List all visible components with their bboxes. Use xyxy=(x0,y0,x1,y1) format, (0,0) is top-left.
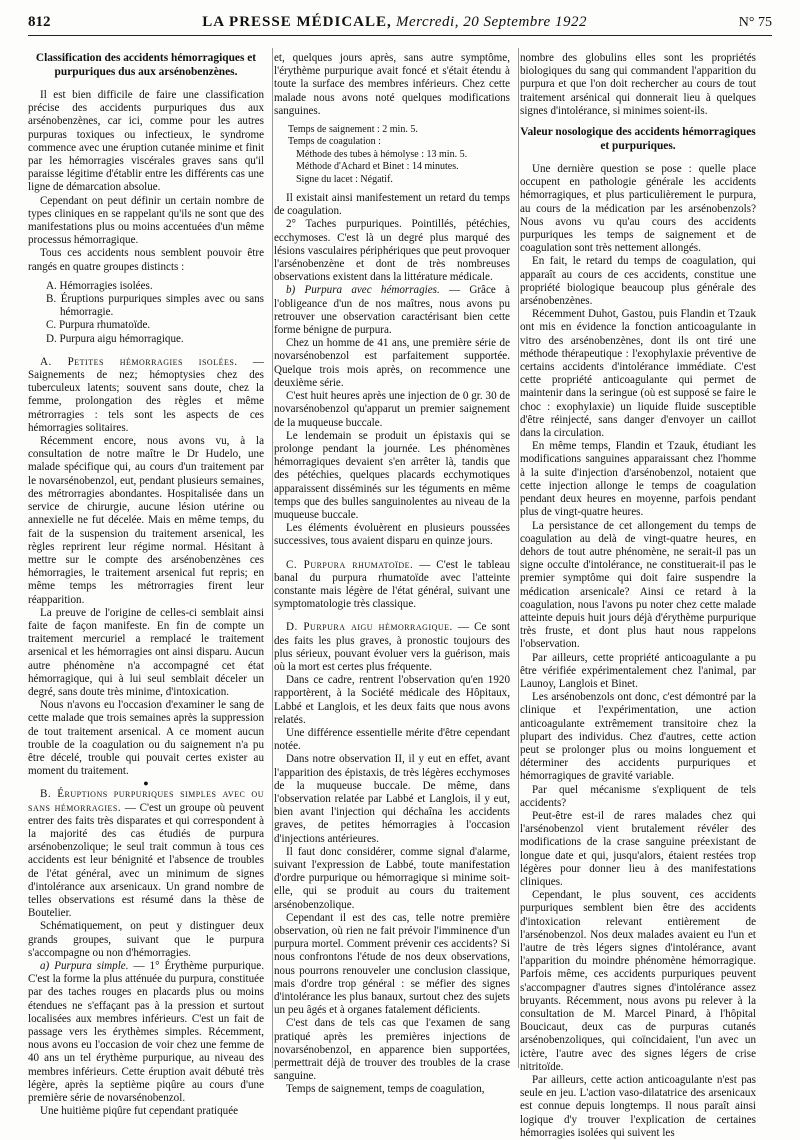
paragraph: Une dernière question se pose : quelle place occupent en pathologie générale les accidents hémorragiques, et plus particulièrement le purpura, au cours de la médication par les arsénobenzols? Nous avons vu qu'au cours des accidents purpuriques les temps de saignement et de coagulation sont très nettement allongés. xyxy=(520,163,756,255)
section-heading: Valeur nosologique des accidents hémorragiques et purpuriques. xyxy=(520,126,756,152)
column-divider xyxy=(272,48,273,1068)
paragraph: Une différence essentielle mérite d'être cependant notée. xyxy=(274,726,510,753)
paragraph xyxy=(274,621,510,674)
paragraph: Cependant il est des cas, telle notre première observation, où rien ne fait prévoir l'imminence d'un purpura mortel. Comment prévenir ces accidents? Si nous confrontons l'étude de nos deux observations, nous pourrons renouveler une conclusion classique, mais d'ordre trop général : se méfier des signes d'intolérance les plus banaux, surtout chez des sujets un peu âgés et à organes fatalement déficients. xyxy=(274,911,510,1017)
paragraph-text: — Grâce à l'obligeance d'un de nos maîtres, nous avons pu retrouver une observation caractérisant bien cette forme bénigne de purpura. xyxy=(274,284,510,337)
paragraph: Chez un homme de 41 ans, une première série de novarsénobenzol est parfaitement supportée. Quelque trois mois après, on recommence une deuxième série. xyxy=(274,337,510,389)
paragraph: Par ailleurs, cette propriété anticoagulante a pu être vérifiée expérimentalement chez l'animal, par Launoy, Langlois et Binet. xyxy=(520,651,756,690)
separator-dot: ● xyxy=(143,778,149,789)
paragraph: Il est bien difficile de faire une classification précise des accidents purpuriques dus aux arsénobenzènes, car ici, comme pour les autres purpuras toxiques ou infectieux, le syndrome commence avec une éruption cutanée minime et finit par les hémorragies viscérales graves sans qu'il paraisse légitime d'établir entre les différents cas une ligne de démarcation absolue. xyxy=(28,89,264,194)
column-divider xyxy=(518,48,519,1068)
subsection-label: D. Purpura aigu hémorragique. xyxy=(286,621,453,634)
journal-title: LA PRESSE MÉDICALE, xyxy=(202,14,392,30)
page-number: 812 xyxy=(28,14,51,30)
column-1 xyxy=(28,52,264,1140)
list-item: A. Hémorragies isolées. xyxy=(46,279,153,292)
lab-results xyxy=(288,124,510,186)
paragraph: Récemment encore, nous avons vu, à la consultation de notre maître le Dr Hudelo, une malade spécifique qui, au cours d'un traitement par le novarsénobenzol, eut, pendant plusieurs semaines, des métrorragies abondantes. Hospitalisée dans un service de chirurgie, aucune lésion utérine ou annexielle ne fut décelée. Mais en même temps, du fait de la suspension du traitement arsenical, les règles reprirent leur régime normal. Hésitant à mettre sur le compte des arsénobenzènes ces hémorragies, le traitement arsenical fut repris; en même temps les métrorragies firent leur réapparition. xyxy=(28,435,264,606)
paragraph: Schématiquement, on peut y distinguer deux grands groupes, suivant que le purpura s'accompagne ou non d'hémorragies. xyxy=(28,920,264,959)
list-item: C. Purpura rhumatoïde. xyxy=(46,319,151,332)
column-3 xyxy=(520,52,756,1140)
paragraph xyxy=(28,788,264,920)
lab-line: Temps de coagulation : xyxy=(288,136,381,148)
paragraph xyxy=(274,559,510,612)
subsection-label: B. Éruptions purpuriques simples avec ou sans hémorragies. xyxy=(28,788,264,814)
paragraph: Par quel mécanisme s'expliquent de tels accidents? xyxy=(520,783,756,809)
paragraph: Peut-être est-il de rares malades chez qui l'arsénobenzol vient brutalement révéler des modifications de la crase sanguine préexistant de longue date et qui, jusqu'alors, étaient restées trop légères pour donner lieu à des manifestations cliniques. xyxy=(520,809,756,888)
paragraph: Les éléments évoluèrent en plusieurs poussées successives, tous avaient disparu en quinze jours. xyxy=(274,522,510,548)
paragraph: Nous n'avons eu l'occasion d'examiner le sang de cette malade que trois semaines après la suppression de tout traitement arsenical. A ce moment aucun trouble de la coagulation ou du saignement n'a pu être décelé, trouble qui pouvait certes exister au moment du traitement. xyxy=(28,699,264,778)
list-item: B. Éruptions purpuriques simples avec ou sans hémorragie. xyxy=(46,293,264,319)
subsection-label: a) Purpura simple. xyxy=(40,960,129,972)
paragraph: En fait, le retard du temps de coagulation, qui apparaît au cours de ces accidents, constitue une propriété biologique beaucoup plus générale des arsénobenzènes. xyxy=(520,255,756,308)
paragraph: Cependant, le plus souvent, ces accidents purpuriques semblent bien être des accidents d'intoxication relevant entièrement de l'arsénobenzol. Nos deux malades avaient eu l'un et l'autre de très légers signes d'intolérance, avant l'apparition du moindre phénomène hémorragique. Parfois même, ces accidents purpuriques peuvent s'accompagner d'autres signes d'intolérance assez bruyants. Récemment, nous avons pu relever à la consultation de M. Marcel Pinard, à l'hôpital Boucicaut, deux cas de purpuras cutanés arsénobenzoliques, qui coïncidaient, l'un avec un ictère, l'autre avec des signes légers de crise nitritoïde. xyxy=(520,889,756,1073)
paragraph-text: — Saignements de nez; hémoptysies chez des tuberculeux latents; souvent sans doute, chez la femme, prolongation des règles et même métrorragies : tels sont les aspects de ces hémorragies solitaires. xyxy=(28,355,264,434)
paragraph-text: — C'est un groupe où peuvent entrer des faits très disparates et qui correspondent à la majorité des cas étudiés de purpura arsénobenzolique; le seul trait commun à tous ces accidents est leur bénignité et l'absence de troubles de l'état général, avec un minimum de signes d'intolérance aux arsenicaux. Un grand nombre de telles observations est résumé dans la thèse de Boutelier. xyxy=(28,801,265,920)
lab-line: Signe du lacet : Négatif. xyxy=(296,173,393,185)
paragraph xyxy=(274,284,510,337)
journal-title-line xyxy=(202,14,587,31)
paragraph: Récemment Duhot, Gastou, puis Flandin et Tzauk ont mis en évidence la fonction anticoagulante in vitro des arsénobenzènes, dont ils ont tiré une méthode thérapeutique : l'exophylaxie préventive de certains accidents d'intolérance immédiate. C'est cette propriété anticoagulante qui permet de maintenir dans la seringue (où est supposé se faire le choc : exophylaxie) un liquide fluide susceptible d'être réinjecté, sans danger d'envoyer un caillot dans la circulation. xyxy=(520,308,756,440)
lab-line: Méthode des tubes à hémolyse : 13 min. 5. xyxy=(296,148,468,160)
paragraph: Tous ces accidents nous semblent pouvoir être rangés en quatre groupes distincts : xyxy=(28,247,264,273)
column-2 xyxy=(274,52,510,1140)
paragraph: Les arsénobenzols ont donc, c'est démontré par la clinique et l'expérimentation, une action anticoagulante extrêmement transitoire chez la plupart des individus. Chez d'autres, cette action peut se prolonger plus ou moins longuement et déterminer des accidents purpuriques et hémorragiques de gravité variable. xyxy=(520,691,756,783)
group-list xyxy=(46,280,264,346)
subsection-label: C. Purpura rhumatoïde. xyxy=(286,558,414,571)
paragraph-text: — 1° Érythème purpurique. C'est la forme la plus atténuée du purpura, constituée par des taches rouges en placards plus ou moins étendues ne s'effaçant pas à la pression et surtout localisées aux membres inférieurs. C'est un fait de passage vers les érythèmes simples. Récemment, nous avons eu l'occasion de voir chez une femme de 40 ans un tel érythème purpurique, au niveau des membres inférieurs. Cette éruption avait débuté très légère, après la septième piqûre au cours d'une première série de novarsénobenzol. xyxy=(28,960,264,1105)
lab-line: Méthode d'Achard et Binet : 14 minutes. xyxy=(296,161,459,173)
article-columns xyxy=(28,52,772,1140)
paragraph: Il existait ainsi manifestement un retard du temps de coagulation. xyxy=(274,192,510,218)
paragraph: Par ailleurs, cette action anticoagulante n'est pas seule en jeu. L'action vaso-dilatatrice des arsenicaux est connue depuis longtemps. Il nous paraît ainsi logique d'y trouver l'explication de certaines hémorragies isolées qui suivent les xyxy=(520,1074,756,1139)
paragraph: Cependant on peut définir un certain nombre de types cliniques en se rappelant qu'ils ne sont que des manifestations plus ou moins accentuées d'un même processus hémorragique. xyxy=(28,194,264,247)
list-item: D. Purpura aigu hémorragique. xyxy=(46,332,184,345)
spacer xyxy=(274,549,510,559)
paragraph: En même temps, Flandin et Tzauk, étudiant les modifications sanguines apparaissant chez l'homme à la suite d'injection d'arsénobenzol, notaient que cette injection allonge le temps de coagulation pendant deux heures en moyenne, parfois pendant plus de vingt-quatre heures. xyxy=(520,440,756,519)
paragraph: La persistance de cet allongement du temps de coagulation au delà de vingt-quatre heures, en dehors de tout autre phénomène, ne serait-il pas un signe occulte d'intolérance, ne constituerait-il pas le premier symptôme qui doit faire suspendre la médication arsenicale? Ainsi ce retard à la coagulation, nous l'avons pu noter chez cette malade atteinte depuis huit jours déjà d'érythème purpurique très fruste, et dont plus haut nous rappelons l'observation. xyxy=(520,519,756,651)
paragraph: Il faut donc considérer, comme signal d'alarme, suivant l'expression de Labbé, toute manifestation d'ordre purpurique ou hémorragique si minime soit-elle, qui se produit au cours du traitement arsénobenzolique. xyxy=(274,845,510,911)
issue-number: N° 75 xyxy=(738,15,772,30)
paragraph xyxy=(28,960,264,1105)
paragraph: La preuve de l'origine de celles-ci semblait ainsi faite de façon manifeste. En fin de compte un traitement mercuriel a remplacé le traitement arsenical et les hémorragies ont ainsi disparu. Aucun autre phénomène n'a accompagné cet état hémorragique, qui à lui seul semblait déceler un degré, sans doute très minime, d'intoxication. xyxy=(28,606,264,698)
paragraph: Le lendemain se produit un épistaxis qui se prolonge pendant la journée. Les phénomènes hémorragiques devaient s'en arrêter là, tandis que des pétéchies, quelques placards ecchymotiques apparaissent disséminés sur les téguments en même temps que des bulles sanguinolentes au niveau de la muqueuse buccale. xyxy=(274,429,510,521)
section-heading: Classification des accidents hémorragiques et purpuriques dus aux arsénobenzènes. xyxy=(35,52,257,78)
subsection-label: b) Purpura avec hémorragies. xyxy=(286,284,440,297)
paragraph-text: — C'est le tableau banal du purpura rhumatoïde avec l'atteinte constante mais légère de l'état général, suivant une symptomatologie très classique. xyxy=(274,558,511,611)
paragraph: C'est dans de tels cas que l'examen de sang pratiqué après les premières injections de novarsénobenzol, en apparence bien supportées, permettrait déjà de trouver des troubles de la crase sanguine. xyxy=(274,1017,510,1083)
paragraph-text: — Ce sont des faits les plus graves, à pronostic toujours des plus sérieux, pouvant évoluer vers la guérison, mais où la mort est certes plus fréquente. xyxy=(274,621,510,673)
paragraph: 2° Taches purpuriques. Pointillés, pétéchies, ecchymoses. C'est là un degré plus marqué des lésions vasculaires périphériques que peut provoquer l'arsénobenzène et dont de très nombreuses observations existent dans la littérature médicale. xyxy=(274,218,510,284)
lab-line: Temps de saignement : 2 min. 5. xyxy=(288,124,418,136)
paragraph: Dans ce cadre, rentrent l'observation qu'en 1920 rapportèrent, à la Société médicale des Hôpitaux, Labbé et Langlois, et les deux faits que nous avons relatés. xyxy=(274,674,510,726)
paragraph: et, quelques jours après, sans autre symptôme, l'érythème purpurique avait foncé et s'était étendu à toute la surface des membres inférieurs. Chez cette malade nous avons noté quelques modifications sanguines. xyxy=(274,52,510,117)
spacer xyxy=(274,611,510,621)
subsection-label: A. Petites hémorragies isolées. xyxy=(40,355,238,368)
issue-date: Mercredi, 20 Septembre 1922 xyxy=(396,14,587,30)
paragraph: Temps de saignement, temps de coagulation, xyxy=(286,1083,485,1096)
page-header xyxy=(28,14,772,36)
paragraph xyxy=(28,356,264,435)
paragraph: Dans notre observation II, il y eut en effet, avant l'apparition des épistaxis, de très légères ecchymoses de la muqueuse buccale. De même, dans l'observation relatée par Labbé et Langlois, il y eut, bien avant l'injection qui déchaîna les accidents graves, de petites hémorragies à l'occasion d'injections antérieures. xyxy=(274,753,510,845)
paragraph: Une huitième piqûre fut cependant pratiquée xyxy=(40,1105,239,1118)
paragraph: C'est huit heures après une injection de 0 gr. 30 de novarsénobenzol qu'apparut un premier saignement de la muqueuse buccale. xyxy=(274,390,510,429)
paragraph: nombre des globulins elles sont les propriétés biologiques du sang qui commandent l'apparition du purpura et que l'on doit rechercher au cours de tout traitement arsénical qui donnerait lieu à quelques signes d'intolérance, si minimes soient-ils. xyxy=(520,52,756,117)
